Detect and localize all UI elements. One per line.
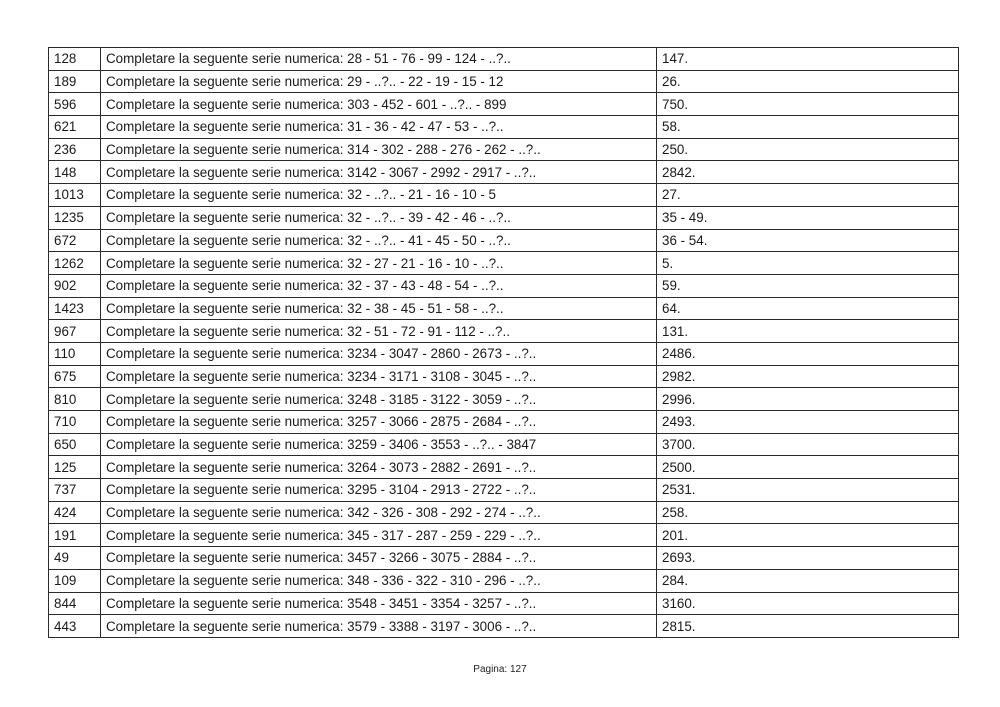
table-row [49, 433, 959, 456]
table-row [49, 456, 959, 479]
answer-cell: 2486. [657, 342, 959, 365]
table-row [49, 320, 959, 343]
question-text-cell: Completare la seguente serie numerica: 3548 - 3451 - 3354 - 3257 - ..?.. [101, 592, 657, 615]
table-row [49, 592, 959, 615]
answer-cell: 58. [657, 116, 959, 139]
question-text-cell: Completare la seguente serie numerica: 32 - ..?.. - 21 - 16 - 10 - 5 [101, 184, 657, 207]
question-text-cell: Completare la seguente serie numerica: 3264 - 3073 - 2882 - 2691 - ..?.. [101, 456, 657, 479]
table-row [49, 569, 959, 592]
answer-cell: 2500. [657, 456, 959, 479]
table-row [49, 274, 959, 297]
question-text-cell: Completare la seguente serie numerica: 32 - ..?.. - 39 - 42 - 46 - ..?.. [101, 206, 657, 229]
answer-cell: 64. [657, 297, 959, 320]
question-text-cell: Completare la seguente serie numerica: 314 - 302 - 288 - 276 - 262 - ..?.. [101, 138, 657, 161]
question-text-cell: Completare la seguente serie numerica: 3234 - 3171 - 3108 - 3045 - ..?.. [101, 365, 657, 388]
question-text-cell: Completare la seguente serie numerica: 3142 - 3067 - 2992 - 2917 - ..?.. [101, 161, 657, 184]
answer-cell: 2693. [657, 547, 959, 570]
questions-table [48, 47, 959, 638]
table-row [49, 547, 959, 570]
table-row [49, 70, 959, 93]
answer-cell: 2493. [657, 411, 959, 434]
answer-cell: 5. [657, 252, 959, 275]
answer-cell: 27. [657, 184, 959, 207]
question-text-cell: Completare la seguente serie numerica: 342 - 326 - 308 - 292 - 274 - ..?.. [101, 501, 657, 524]
question-id-cell: 128 [49, 48, 101, 71]
answer-cell: 201. [657, 524, 959, 547]
table-row [49, 342, 959, 365]
answer-cell: 2842. [657, 161, 959, 184]
answer-cell: 3160. [657, 592, 959, 615]
question-text-cell: Completare la seguente serie numerica: 32 - 38 - 45 - 51 - 58 - ..?.. [101, 297, 657, 320]
question-id-cell: 672 [49, 229, 101, 252]
question-id-cell: 148 [49, 161, 101, 184]
answer-cell: 147. [657, 48, 959, 71]
table-row [49, 524, 959, 547]
question-id-cell: 737 [49, 479, 101, 502]
questions-table-body [49, 48, 959, 638]
question-id-cell: 810 [49, 388, 101, 411]
question-id-cell: 675 [49, 365, 101, 388]
question-text-cell: Completare la seguente serie numerica: 32 - 27 - 21 - 16 - 10 - ..?.. [101, 252, 657, 275]
table-row [49, 388, 959, 411]
answer-cell: 750. [657, 93, 959, 116]
question-text-cell: Completare la seguente serie numerica: 3257 - 3066 - 2875 - 2684 - ..?.. [101, 411, 657, 434]
question-text-cell: Completare la seguente serie numerica: 3259 - 3406 - 3553 - ..?.. - 3847 [101, 433, 657, 456]
question-text-cell: Completare la seguente serie numerica: 3579 - 3388 - 3197 - 3006 - ..?.. [101, 615, 657, 638]
question-id-cell: 424 [49, 501, 101, 524]
question-text-cell: Completare la seguente serie numerica: 303 - 452 - 601 - ..?.. - 899 [101, 93, 657, 116]
question-id-cell: 110 [49, 342, 101, 365]
question-id-cell: 902 [49, 274, 101, 297]
answer-cell: 3700. [657, 433, 959, 456]
question-id-cell: 844 [49, 592, 101, 615]
answer-cell: 26. [657, 70, 959, 93]
question-id-cell: 621 [49, 116, 101, 139]
question-text-cell: Completare la seguente serie numerica: 3295 - 3104 - 2913 - 2722 - ..?.. [101, 479, 657, 502]
table-row [49, 138, 959, 161]
answer-cell: 2996. [657, 388, 959, 411]
question-text-cell: Completare la seguente serie numerica: 3457 - 3266 - 3075 - 2884 - ..?.. [101, 547, 657, 570]
question-id-cell: 1013 [49, 184, 101, 207]
answer-cell: 284. [657, 569, 959, 592]
question-id-cell: 189 [49, 70, 101, 93]
question-id-cell: 125 [49, 456, 101, 479]
table-row [49, 184, 959, 207]
question-id-cell: 191 [49, 524, 101, 547]
question-id-cell: 1235 [49, 206, 101, 229]
question-text-cell: Completare la seguente serie numerica: 3234 - 3047 - 2860 - 2673 - ..?.. [101, 342, 657, 365]
table-row [49, 501, 959, 524]
answer-cell: 35 - 49. [657, 206, 959, 229]
answer-cell: 2815. [657, 615, 959, 638]
question-text-cell: Completare la seguente serie numerica: 32 - 37 - 43 - 48 - 54 - ..?.. [101, 274, 657, 297]
question-text-cell: Completare la seguente serie numerica: 3248 - 3185 - 3122 - 3059 - ..?.. [101, 388, 657, 411]
answer-cell: 250. [657, 138, 959, 161]
table-row [49, 252, 959, 275]
answer-cell: 2531. [657, 479, 959, 502]
question-id-cell: 967 [49, 320, 101, 343]
table-row [49, 93, 959, 116]
page-number: Pagina: 127 [473, 664, 527, 675]
question-text-cell: Completare la seguente serie numerica: 29 - ..?.. - 22 - 19 - 15 - 12 [101, 70, 657, 93]
table-row [49, 229, 959, 252]
answer-cell: 131. [657, 320, 959, 343]
table-row [49, 411, 959, 434]
table-row [49, 206, 959, 229]
answer-cell: 59. [657, 274, 959, 297]
question-id-cell: 443 [49, 615, 101, 638]
table-row [49, 297, 959, 320]
question-id-cell: 710 [49, 411, 101, 434]
table-row [49, 116, 959, 139]
table-row [49, 48, 959, 71]
table-row [49, 365, 959, 388]
question-id-cell: 596 [49, 93, 101, 116]
table-row [49, 615, 959, 638]
answer-cell: 2982. [657, 365, 959, 388]
question-text-cell: Completare la seguente serie numerica: 348 - 336 - 322 - 310 - 296 - ..?.. [101, 569, 657, 592]
answer-cell: 258. [657, 501, 959, 524]
question-id-cell: 1423 [49, 297, 101, 320]
question-id-cell: 650 [49, 433, 101, 456]
question-id-cell: 49 [49, 547, 101, 570]
question-text-cell: Completare la seguente serie numerica: 32 - 51 - 72 - 91 - 112 - ..?.. [101, 320, 657, 343]
table-row [49, 479, 959, 502]
table-row [49, 161, 959, 184]
question-id-cell: 109 [49, 569, 101, 592]
question-id-cell: 236 [49, 138, 101, 161]
question-id-cell: 1262 [49, 252, 101, 275]
question-text-cell: Completare la seguente serie numerica: 345 - 317 - 287 - 259 - 229 - ..?.. [101, 524, 657, 547]
answer-cell: 36 - 54. [657, 229, 959, 252]
question-text-cell: Completare la seguente serie numerica: 32 - ..?.. - 41 - 45 - 50 - ..?.. [101, 229, 657, 252]
question-text-cell: Completare la seguente serie numerica: 31 - 36 - 42 - 47 - 53 - ..?.. [101, 116, 657, 139]
question-text-cell: Completare la seguente serie numerica: 28 - 51 - 76 - 99 - 124 - ..?.. [101, 48, 657, 71]
